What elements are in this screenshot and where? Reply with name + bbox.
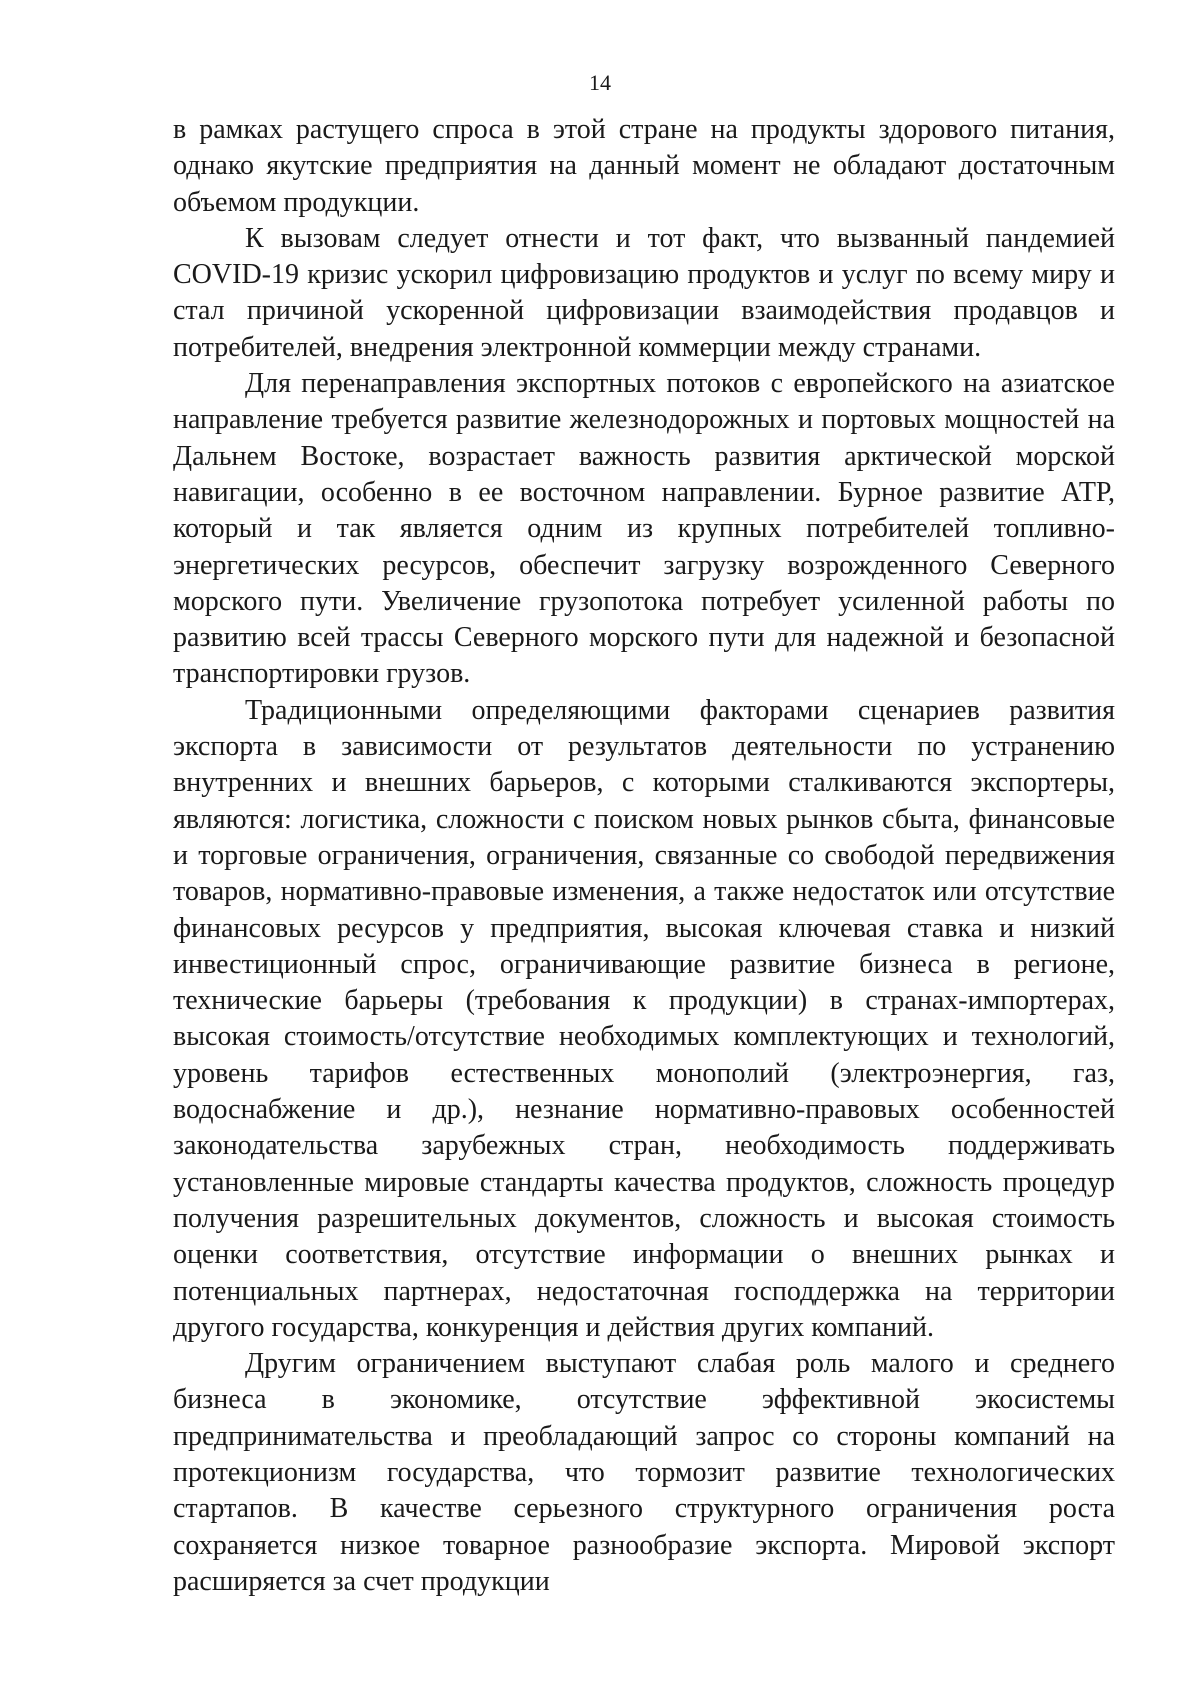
document-body xyxy=(173,112,1115,1600)
paragraph-export-redirection: Для перенаправления экспортных потоков с европейского на азиатское направление требуется развитие железнодорожных и портовых мощностей на Дальнем Востоке, возрастает важность развития арктической морской навигации, особенно в ее восточном направлении. Бурное развитие АТР, который и так является одним из крупных потребителей топливно-энергетических ресурсов, обеспечит загрузку возрожденного Северного морского пути. Увеличение грузопотока потребует усиленной работы по развитию всей трассы Северного морского пути для надежной и безопасной транспортировки грузов. xyxy=(173,368,1115,690)
paragraph-sme-limitations: Другим ограничением выступают слабая роль малого и среднего бизнеса в экономике, отсутствие эффективной экосистемы предпринимательства и преобладающий запрос со стороны компаний на протекционизм государства, что тормозит развитие технологических стартапов. В качестве серьезного структурного ограничения роста сохраняется низкое товарное разнообразие экспорта. Мировой экспорт расширяется за счет продукции xyxy=(173,1348,1115,1597)
page-number: 14 xyxy=(589,70,611,95)
paragraph-covid-challenges: К вызовам следует отнести и тот факт, что вызванный пандемией COVID-19 кризис ускорил цифровизацию продуктов и услуг по всему миру и стал причиной ускоренной цифровизации взаимодействия продавцов и потребителей, внедрения электронной коммерции между странами. xyxy=(173,222,1115,363)
paragraph-export-barriers: Традиционными определяющими факторами сценариев развития экспорта в зависимости от результатов деятельности по устранению внутренних и внешних барьеров, с которыми сталкиваются экспортеры, являются: логистика, сложности с поиском новых рынков сбыта, финансовые и торговые ограничения, ограничения, связанные со свободой передвижения товаров, нормативно-правовые изменения, а также недостаток или отсутствие финансовых ресурсов у предприятия, высокая ключевая ставка и низкий инвестиционный спрос, ограничивающие развитие бизнеса в регионе, технические барьеры (требования к продукции) в странах-импортерах, высокая стоимость/отсутствие необходимых комплектующих и технологий, уровень тарифов естественных монополий (электроэнергия, газ, водоснабжение и др.), незнание нормативно-правовых особенностей законодательства зарубежных стран, необходимость поддерживать установленные мировые стандарты качества продуктов, сложность процедур получения разрешительных документов, сложность и высокая стоимость оценки соответствия, отсутствие информации о внешних рынках и потенциальных партнерах, недостаточная господдержка на территории другого государства, конкуренция и действия других компаний. xyxy=(173,694,1115,1343)
paragraph-continued: в рамках растущего спроса в этой стране на продукты здорового питания, однако якутские предприятия на данный момент не обладают достаточным объемом продукции. xyxy=(173,114,1115,218)
